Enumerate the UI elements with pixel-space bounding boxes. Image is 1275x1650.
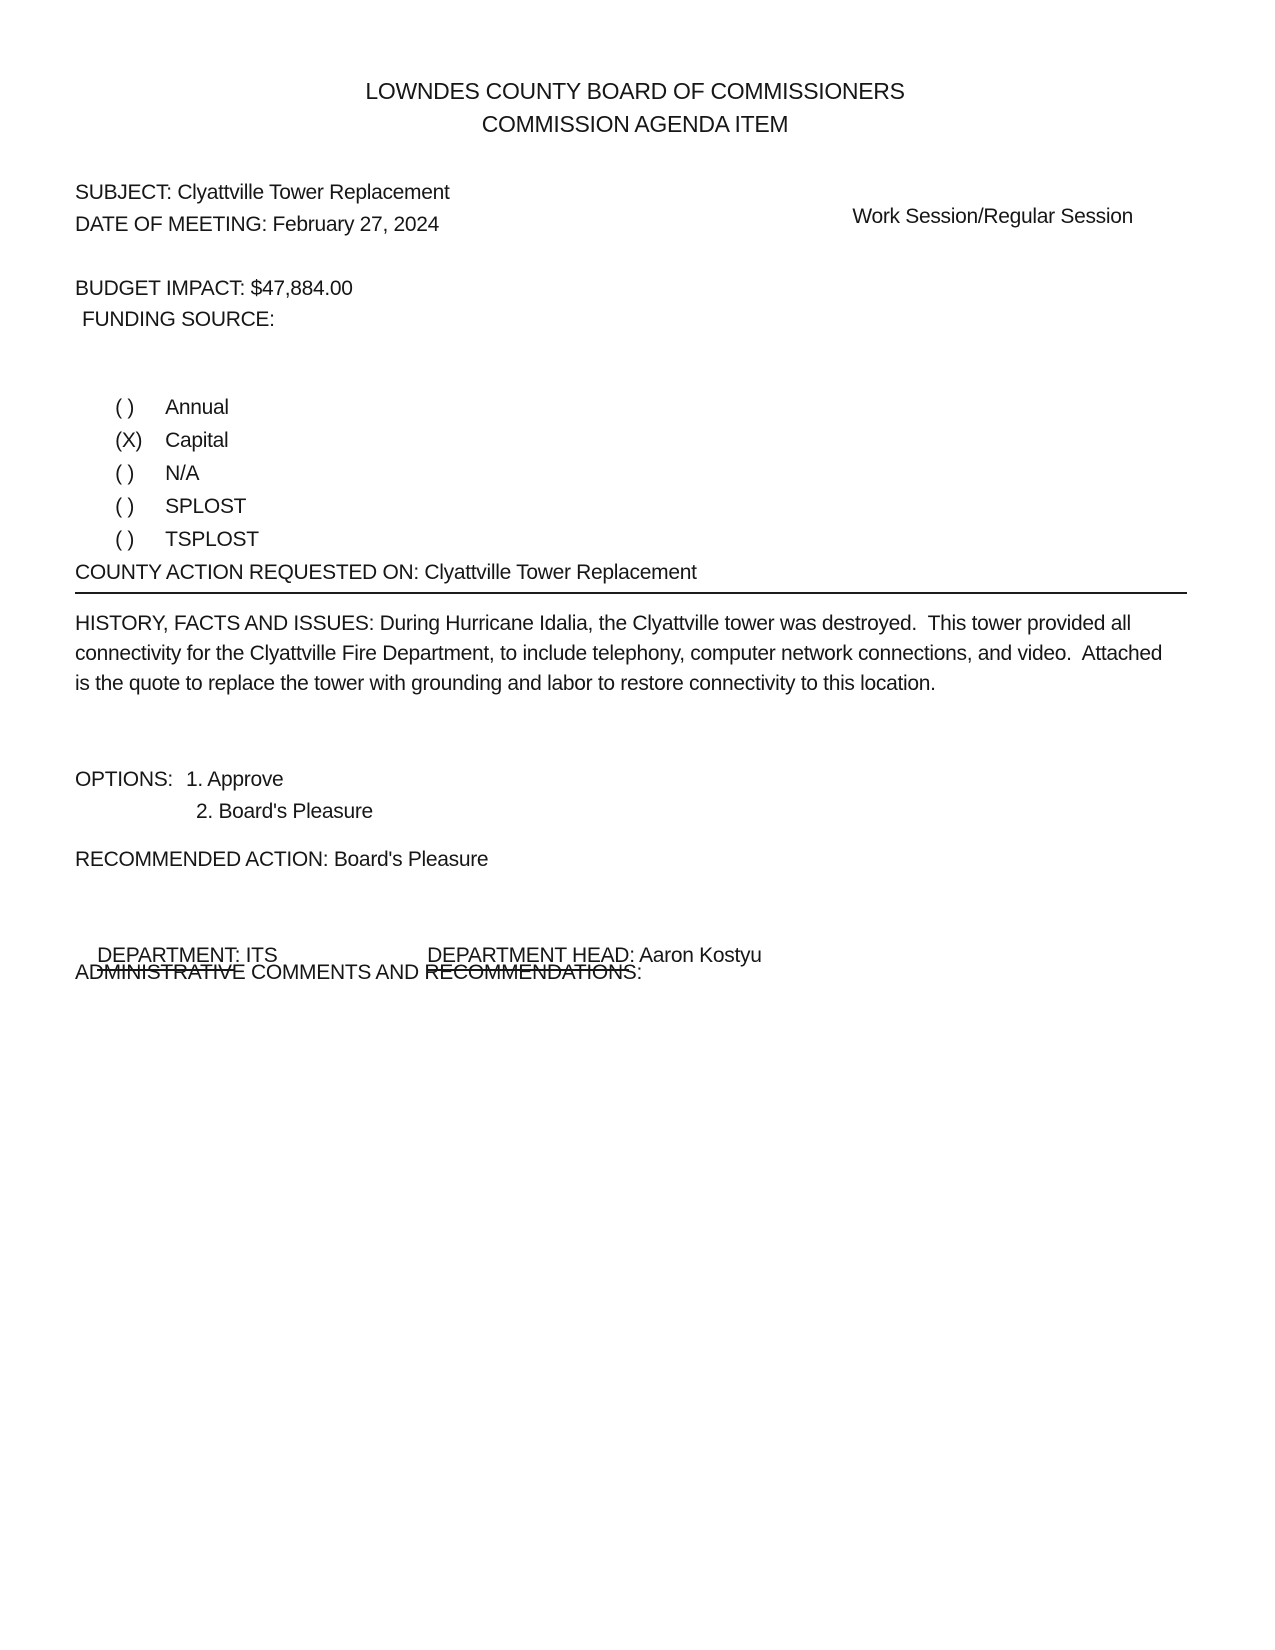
subject-line: SUBJECT: Clyattville Tower Replacement <box>75 181 450 204</box>
checkbox-mark: ( ) <box>115 462 135 485</box>
budget-impact-line: BUDGET IMPACT: $47,884.00 <box>75 277 353 300</box>
history-facts-issues-paragraph: HISTORY, FACTS AND ISSUES: During Hurricane Idalia, the Clyattville tower was destroyed. This tower provided all connectivity for the Clyattville Fire Department, to include telephony, computer network connections, and video. Attached is the quote to replace the tower with grounding and labor to restore connectivity to this location. <box>75 612 1168 695</box>
checkbox-label: Annual <box>165 396 229 419</box>
county-action-line: COUNTY ACTION REQUESTED ON: Clyattville Tower Replacement <box>75 561 697 584</box>
checkbox-label: Capital <box>165 429 229 452</box>
horizontal-rule <box>75 592 1187 594</box>
department-label: DEPARTMENT <box>97 944 234 971</box>
checkbox-mark: ( ) <box>115 495 135 518</box>
checkbox-label: N/A <box>165 462 200 485</box>
department-head-label: DEPARTMENT HEAD <box>427 944 629 971</box>
checkbox-mark: ( ) <box>115 396 135 419</box>
administrative-comments-label: ADMINISTRATIVE COMMENTS AND RECOMMENDATIONS: <box>75 961 643 984</box>
funding-source-label: FUNDING SOURCE: <box>82 308 275 331</box>
document-title-line1: LOWNDES COUNTY BOARD OF COMMISSIONERS <box>365 78 905 104</box>
department-value: : ITS <box>234 944 278 967</box>
session-type: Work Session/Regular Session <box>852 205 1133 228</box>
document-title-line2: COMMISSION AGENDA ITEM <box>481 111 789 137</box>
department-head-value: : Aaron Kostyu <box>629 944 762 967</box>
checkbox-mark: (X) <box>115 429 143 452</box>
date-of-meeting-line: DATE OF MEETING: February 27, 2024 <box>75 213 440 236</box>
recommended-action-line: RECOMMENDED ACTION: Board's Pleasure <box>75 848 489 871</box>
checkbox-mark: ( ) <box>115 528 135 551</box>
options-label: OPTIONS: <box>75 768 173 791</box>
option-approve: 1. Approve <box>186 768 284 791</box>
checkbox-label: TSPLOST <box>165 528 259 551</box>
option-boards-pleasure: 2. Board's Pleasure <box>196 800 373 823</box>
checkbox-label: SPLOST <box>165 495 247 518</box>
